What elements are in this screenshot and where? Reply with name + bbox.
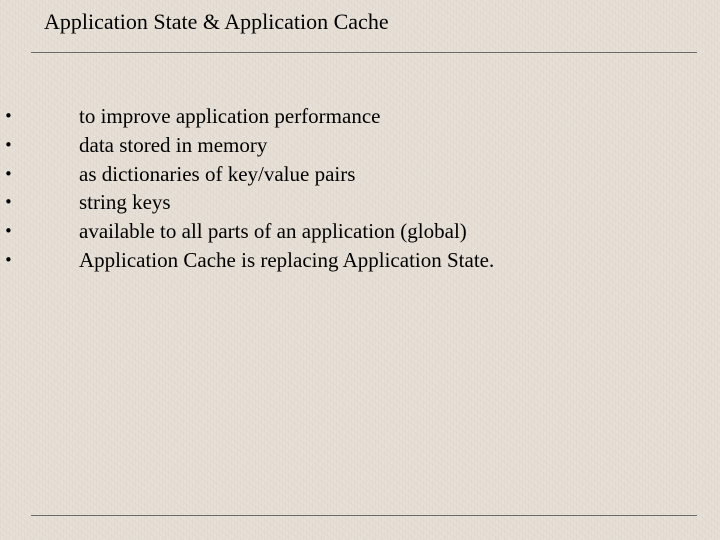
footer-divider [31, 515, 697, 516]
bullet-text: to improve application performance [79, 104, 381, 128]
bullet-icon: • [4, 193, 13, 212]
slide-title: Application State & Application Cache [44, 9, 389, 34]
bullet-text: string keys [79, 190, 171, 215]
bullet-icon: • [4, 135, 13, 154]
bullet-text: Application Cache is replacing Application State. [79, 247, 495, 272]
title-divider [31, 52, 697, 53]
bullet-icon: • [4, 250, 13, 269]
bullet-icon: • [4, 164, 13, 183]
bullet-text: as dictionaries of key/value pairs [79, 161, 356, 186]
bullet-icon: • [4, 222, 13, 241]
bullet-text: data stored in memory [79, 132, 268, 157]
bullet-icon: • [4, 107, 13, 125]
bullet-text: available to all parts of an application (global) [79, 219, 467, 244]
